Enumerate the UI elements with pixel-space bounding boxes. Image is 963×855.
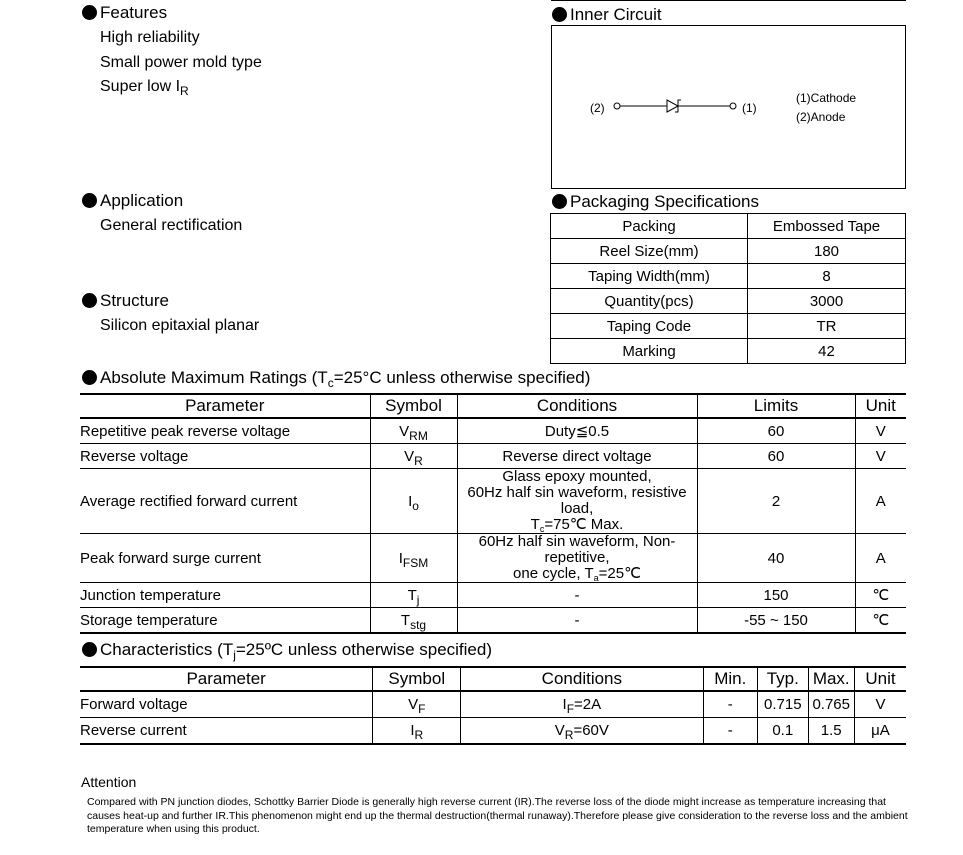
bullet-icon [82,193,97,208]
feature-item: Small power mold type [100,54,262,71]
application-item: General rectification [100,217,243,234]
table-row: Peak forward surge current $I_{FSM}$ 60Hz half sin waveform, Non-repetitive, one cycle, $T_a=25℃$ 40 A [80,534,906,583]
packaging-table [550,213,906,364]
bullet-icon [82,370,97,385]
bullet-icon [552,7,567,22]
packaging-heading: Packaging Specifications [552,192,759,212]
anode-legend: (2)Anode [796,110,846,124]
schottky-diode-icon [612,94,742,116]
inner-circuit-heading: Inner Circuit [552,5,662,25]
bullet-icon [82,5,97,20]
inner-circuit-top-rule [551,0,906,1]
attention-heading: Attention [81,774,137,790]
cathode-legend: (1)Cathode [796,91,857,105]
table-row: Reverse voltage $V_R$ Reverse direct voltage 60 V [80,444,906,469]
table-row: Junction temperature $T_j$ - 150 ℃ [80,583,906,608]
inner-circuit-box [551,25,906,189]
table-row: Average rectified forward current $I_o$ Glass epoxy mounted, 60Hz half sin waveform, resistive load, $T_c=75℃$ Max. 2 A [80,469,906,534]
table-row: Packing Embossed Tape [551,214,906,239]
table-row: Reel Size(mm) 180 [551,239,906,264]
bullet-icon [552,194,567,209]
table-row: Quantity(pcs) 3000 [551,289,906,314]
table-header-row: Parameter Symbol Conditions Min. Typ. Max. Unit [80,667,906,691]
table-row: Marking 42 [551,339,906,364]
table-header-row: Parameter Symbol Conditions Limits Unit [80,394,906,418]
pin-2-label: (2) [590,101,605,115]
bullet-icon [82,642,97,657]
structure-item: Silicon epitaxial planar [100,317,260,334]
feature-item: High reliability [100,29,200,46]
table-row: Taping Width(mm) 8 [551,264,906,289]
table-row: Repetitive peak reverse voltage $V_{RM}$ Duty≦0.5 60 V [80,418,906,444]
table-row: Reverse current $I_R$ $V_R=60V$ - 0.1 1.5 μA [80,718,906,745]
pin-1-label: (1) [742,101,757,115]
characteristics-heading: Characteristics ($T_j=25ºC$ unless otherwise specified) [82,640,492,660]
table-row: Storage temperature $T_{stg}$ - -55 ~ 150 ℃ [80,608,906,634]
attention-paragraph: Compared with PN junction diodes, Schottky Barrier Diode is generally high reverse current (IR).The reverse loss of the diode might increase as temperature increasing that causes heat-up and further IR.This phenomenon might end up the thermal destruction(thermal runaway).Therefore please give consideration to the reverse loss and the ambient temperature when using this product. [87,796,908,835]
bullet-icon [82,293,97,308]
feature-item: Super low $I_R$ [100,78,189,98]
absolute-max-ratings-table [80,393,906,634]
table-row: Taping Code TR [551,314,906,339]
features-heading: Features [82,3,167,23]
application-heading: Application [82,191,183,211]
amr-heading: Absolute Maximum Ratings ($T_c=25^\circ C$ unless otherwise specified) [82,368,590,388]
structure-heading: Structure [82,291,169,311]
characteristics-table [80,666,906,745]
table-row: Forward voltage $V_F$ $I_F=2A$ - 0.715 0.765 V [80,691,906,718]
